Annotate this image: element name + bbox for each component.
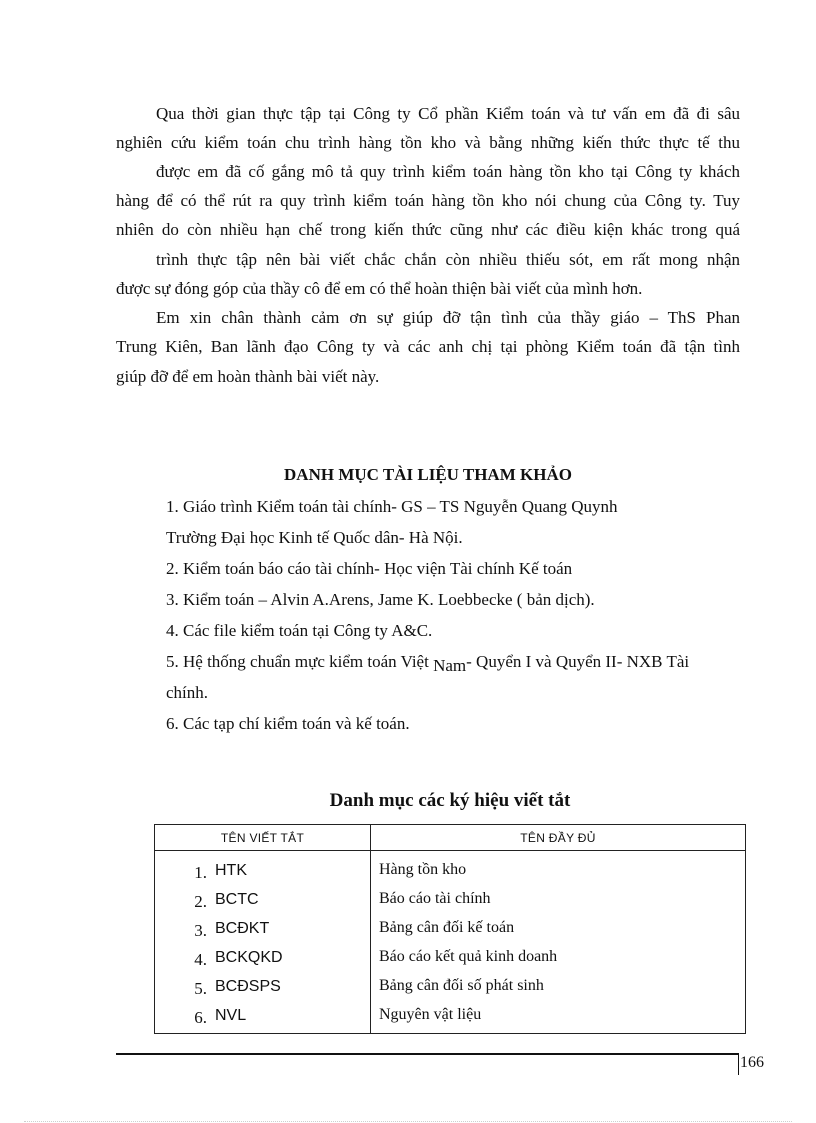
reference-item-continuation: chính. [166,683,209,702]
abbr-cell [155,942,371,971]
row-number: 2. [194,891,207,911]
reference-item: 1. Giáo trình Kiểm toán tài chính- GS – TS Nguyễn Quang Quynh [166,497,618,516]
table-row [155,884,746,913]
abbr-text: BCĐKT [215,919,270,937]
abbr-cell [155,884,371,913]
paragraph-line [156,249,740,271]
abbr-text: NVL [215,1006,247,1024]
paragraph-line [116,132,740,154]
text: giúp đỡ để em hoàn thành bài viết này. [116,367,380,386]
paragraph-line [116,190,740,212]
reference-text: 5. Hệ thống chuẩn mực kiểm toán Việt [166,652,434,671]
abbreviations-table [154,824,746,1034]
text: hàng để có thể rút ra quy trình kiểm toán hàng tồn kho nói chung của Công ty. Tuy [116,191,740,210]
full-name-cell: Báo cáo tài chính [379,889,491,907]
row-number: 6. [194,1007,207,1027]
reference-item: 4. Các file kiểm toán tại Công ty A&C. [166,621,433,640]
paragraph-line [116,278,704,300]
reference-text: - Quyển I và Quyển II- NXB Tài [466,652,690,671]
paragraph-line [116,219,740,241]
abbr-text: BCTC [215,890,259,908]
page-edge-dotted-line [24,1121,792,1122]
header-short-name: TÊN VIẾT TẮT [155,825,371,851]
text: trình thực tập nên bài viết chắc chắn còn nhiều thiếu sót, em rất mong nhận [156,250,740,269]
text: được em đã cố gắng mô tả quy trình kiểm toán hàng tồn kho tại Công ty khách [156,162,740,181]
abbr-text: BCĐSPS [215,977,281,995]
paragraph-line [156,307,740,329]
table-header-row [155,825,746,851]
header-full-name: TÊN ĐẦY ĐỦ [371,825,746,851]
paragraph-line [156,103,740,125]
abbr-cell [155,1000,371,1034]
full-name-cell: Bảng cân đối kế toán [379,918,515,936]
page-number: 166 [740,1054,764,1071]
row-number: 4. [194,949,207,969]
table-row [155,851,746,885]
row-number: 5. [194,978,207,998]
text: nhiên do còn nhiều hạn chế trong kiến thức cũng như các điều kiện khác trong quá [116,220,740,239]
text: Trung Kiên, Ban lãnh đạo Công ty và các anh chị tại phòng Kiểm toán đã tận tình [116,337,740,356]
abbr-text: HTK [215,861,247,879]
row-number: 3. [194,920,207,940]
abbr-cell [155,851,371,885]
text: nghiên cứu kiểm toán chu trình hàng tồn kho và bằng những kiến thức thực tế thu [116,133,740,152]
reference-item: 2. Kiểm toán báo cáo tài chính- Học viện Tài chính Kế toán [166,559,573,578]
paragraph-line [156,161,740,183]
references-title: DANH MỤC TÀI LIỆU THAM KHẢO [284,465,572,484]
full-name-cell: Bảng cân đối số phát sinh [379,976,544,994]
reference-item-continuation: Trường Đại học Kinh tế Quốc dân- Hà Nội. [166,528,463,547]
table-row [155,942,746,971]
reference-item: 6. Các tạp chí kiểm toán và kế toán. [166,714,410,733]
table-row [155,913,746,942]
text: Em xin chân thành cảm ơn sự giúp đỡ tận tình của thầy giáo – ThS Phan [156,308,740,327]
abbr-cell [155,971,371,1000]
row-number: 1. [194,862,207,882]
text: được sự đóng góp của thầy cô để em có thể hoàn thiện bài viết của mình hơn. [116,279,643,298]
full-name-cell: Nguyên vật liệu [379,1005,482,1023]
text: Qua thời gian thực tập tại Công ty Cổ phần Kiểm toán và tư vấn em đã đi sâu [156,104,740,123]
reference-subscript: Nam [433,656,467,675]
reference-item [166,651,740,673]
footer-rule [116,1053,738,1055]
paragraph-line [116,366,516,388]
reference-item: 3. Kiểm toán – Alvin A.Arens, Jame K. Loebbecke ( bản dịch). [166,590,595,609]
abbr-cell [155,913,371,942]
table-row [155,971,746,1000]
full-name-cell: Báo cáo kết quả kinh doanh [379,947,558,965]
abbreviations-title: Danh mục các ký hiệu viết tắt [329,790,571,811]
full-name-cell: Hàng tồn kho [379,860,467,878]
footer-divider [738,1053,739,1075]
abbr-text: BCKQKD [215,948,283,966]
table-row [155,1000,746,1034]
paragraph-line [116,336,740,358]
